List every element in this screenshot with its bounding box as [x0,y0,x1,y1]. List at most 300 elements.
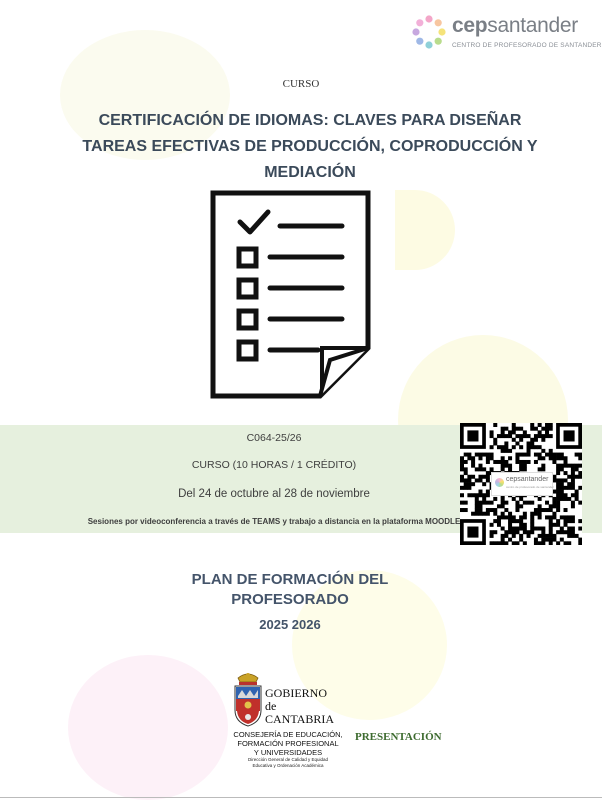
qr-module [560,467,564,471]
qr-module [497,504,501,508]
qr-module [530,519,534,523]
qr-module [515,453,519,457]
qr-module [556,530,560,534]
course-code: C064-25/26 [246,432,302,444]
qr-module [467,475,471,479]
qr-module [512,519,516,523]
qr-module [556,482,560,486]
qr-module [541,534,545,538]
qr-module [508,527,512,531]
direccion-line: Dirección General de Calidad y Equidad [247,757,329,762]
qr-module [467,456,471,460]
qr-module [501,538,505,542]
qr-module [578,519,582,523]
qr-module [467,453,471,457]
qr-module [475,493,479,497]
qr-module [460,493,464,497]
plan-title [0,570,580,610]
presentacion-link[interactable]: PRESENTACIÓN [355,731,442,743]
gobierno-name-line: CANTABRIA [265,712,335,726]
qr-module [490,434,494,438]
qr-module [493,541,497,545]
qr-module [501,434,505,438]
course-kind-label: CURSO [282,78,320,90]
logo-dot [412,28,419,35]
qr-module [556,504,560,508]
qr-module [567,475,571,479]
qr-module [504,445,508,449]
qr-module [556,523,560,527]
qr-module [575,464,579,468]
qr-module [523,453,527,457]
qr-module [538,541,542,545]
qr-module [475,467,479,471]
qr-module [578,456,582,460]
qr-module [493,441,497,445]
page-divider [0,797,602,798]
qr-module [504,515,508,519]
qr-module [504,508,508,512]
qr-module [471,482,475,486]
qr-module [519,464,523,468]
qr-module [493,497,497,501]
qr-module [467,486,471,490]
qr-module [541,449,545,453]
qr-module [512,527,516,531]
qr-module [504,441,508,445]
checklist-document-icon [210,190,372,400]
consejeria-line: CONSEJERÍA DE EDUCACIÓN, [233,730,343,739]
qr-module [564,478,568,482]
qr-module [478,453,482,457]
qr-module [508,515,512,519]
qr-module [527,441,531,445]
qr-module [482,453,486,457]
qr-module [523,464,527,468]
qr-module [564,471,568,475]
qr-module [560,482,564,486]
qr-module [519,438,523,442]
qr-module [497,445,501,449]
qr-module [534,541,538,545]
qr-module [530,427,534,431]
qr-module [534,427,538,431]
gobierno-name-line: de [265,699,277,713]
qr-module [567,534,571,538]
qr-module [478,504,482,508]
qr-module [545,508,549,512]
qr-module [519,534,523,538]
decorative-blob [68,655,228,800]
qr-module [530,530,534,534]
qr-module [523,530,527,534]
qr-module [512,534,516,538]
qr-module [534,438,538,442]
qr-module [490,430,494,434]
qr-module [567,515,571,519]
qr-module [549,534,553,538]
qr-module [475,508,479,512]
qr-module [501,430,505,434]
qr-module [564,515,568,519]
qr-module [482,493,486,497]
qr-module [541,438,545,442]
qr-module [564,508,568,512]
qr-module [497,519,501,523]
direccion-general-name [232,757,344,768]
qr-module [564,530,568,534]
qr-module [541,456,545,460]
qr-module [504,464,508,468]
consejeria-line: Y UNIVERSIDADES [253,748,323,757]
qr-module [512,445,516,449]
qr-module [519,427,523,431]
qr-module [519,523,523,527]
qr-module [564,493,568,497]
qr-module [478,512,482,516]
qr-module [515,434,519,438]
qr-module [508,512,512,516]
qr-module [575,490,579,494]
qr-module [556,541,560,545]
qr-module [549,530,553,534]
qr-module [508,538,512,542]
qr-module [564,519,568,523]
qr-module [482,497,486,501]
course-type: CURSO (10 HORAS / 1 CRÉDITO) [191,459,357,471]
qr-module [571,486,575,490]
qr-module [527,434,531,438]
qr-module [464,460,468,464]
qr-module [556,467,560,471]
qr-module [501,527,505,531]
qr-module [519,434,523,438]
qr-module [478,490,482,494]
qr-module [523,501,527,505]
qr-module [538,515,542,519]
plan-title-line: PLAN DE FORMACIÓN DEL [191,571,389,588]
qr-module [486,478,490,482]
qr-module [519,538,523,542]
qr-module [482,482,486,486]
qr-module [504,541,508,545]
logo-dot [416,38,423,45]
qr-module [541,530,545,534]
qr-module [501,501,505,505]
qr-module [538,467,542,471]
qr-module [578,501,582,505]
qr-module [482,501,486,505]
qr-module [497,541,501,545]
qr-module [460,508,464,512]
qr-module [556,497,560,501]
qr-module [482,512,486,516]
qr-module [560,453,564,457]
qr-module [471,464,475,468]
gobierno-name [265,687,334,726]
qr-module [549,453,553,457]
qr-module [538,512,542,516]
qr-module [578,464,582,468]
qr-module [538,423,542,427]
qr-module [475,512,479,516]
qr-module [464,471,468,475]
qr-module [486,501,490,505]
qr-module [564,486,568,490]
qr-module [460,467,464,471]
qr-module [501,541,505,545]
logo-dot [438,28,445,35]
qr-module [564,497,568,501]
qr-module [549,541,553,545]
qr-module [530,423,534,427]
qr-module [567,464,571,468]
qr-module [478,464,482,468]
qr-module [545,434,549,438]
qr-module [575,475,579,479]
qr-module [475,501,479,505]
qr-module [571,482,575,486]
qr-module [523,541,527,545]
qr-badge-subtext: centro de profesorado de santander [506,485,554,489]
qr-module [486,508,490,512]
qr-module [464,486,468,490]
qr-badge-text: cepsantander [506,476,549,483]
qr-module [552,460,556,464]
qr-module [475,453,479,457]
qr-module [556,464,560,468]
qr-module [567,527,571,531]
qr-module [464,501,468,505]
qr-module [571,527,575,531]
qr-logo-badge [491,472,553,496]
qr-module [501,445,505,449]
qr-module [467,493,471,497]
qr-module [523,512,527,516]
qr-module [530,501,534,505]
qr-module [556,493,560,497]
qr-finder [467,430,478,441]
qr-module [549,504,553,508]
qr-module [552,512,556,516]
qr-module [515,519,519,523]
direccion-line: Educativa y Ordenación Académica [252,762,324,768]
qr-module [467,482,471,486]
logo-dots-icon [412,12,446,52]
qr-module [560,478,564,482]
qr-module [504,534,508,538]
qr-module [471,493,475,497]
qr-module [486,456,490,460]
qr-module [564,523,568,527]
qr-module [571,504,575,508]
qr-module [567,541,571,545]
qr-module [552,523,556,527]
qr-module [560,527,564,531]
qr-module [504,501,508,505]
qr-module [556,519,560,523]
qr-module [486,453,490,457]
qr-module [515,530,519,534]
qr-module [519,497,523,501]
qr-module [538,504,542,508]
qr-module [515,441,519,445]
qr-module [545,423,549,427]
qr-code[interactable] [460,423,582,545]
qr-module [497,460,501,464]
qr-module [541,527,545,531]
qr-module [560,490,564,494]
qr-module [464,453,468,457]
qr-module [460,475,464,479]
qr-module [512,430,516,434]
qr-module [482,467,486,471]
qr-module [493,530,497,534]
qr-module [552,515,556,519]
qr-module [519,467,523,471]
qr-logo-dot-icon [495,478,504,487]
qr-module [549,508,553,512]
qr-module [545,534,549,538]
qr-module [552,534,556,538]
qr-module [530,438,534,442]
qr-module [545,453,549,457]
qr-module [549,423,553,427]
qr-module [549,519,553,523]
qr-module [552,497,556,501]
qr-module [493,423,497,427]
qr-module [578,527,582,531]
qr-module [571,519,575,523]
qr-module [571,501,575,505]
qr-module [538,453,542,457]
qr-module [575,493,579,497]
qr-module [534,538,538,542]
qr-module [475,478,479,482]
qr-module [508,456,512,460]
qr-module [534,508,538,512]
logo-dot [425,15,432,22]
qr-module [549,449,553,453]
qr-module [534,453,538,457]
qr-module [501,534,505,538]
qr-module [523,523,527,527]
qr-module [575,497,579,501]
qr-module [493,508,497,512]
qr-module [549,523,553,527]
qr-module [508,530,512,534]
qr-module [515,456,519,460]
qr-module [556,453,560,457]
qr-module [490,456,494,460]
qr-module [556,501,560,505]
qr-module [541,508,545,512]
qr-module [501,467,505,471]
qr-module [478,475,482,479]
qr-module [512,497,516,501]
decorative-blob [395,190,455,270]
qr-module [486,475,490,479]
qr-module [545,515,549,519]
qr-module [515,541,519,545]
qr-module [534,445,538,449]
qr-module [571,493,575,497]
qr-module [534,460,538,464]
qr-module [490,534,494,538]
qr-module [530,441,534,445]
qr-module [508,523,512,527]
course-dates: Del 24 de octubre al 28 de noviembre [178,488,370,500]
qr-module [541,541,545,545]
qr-module [501,427,505,431]
qr-module [571,478,575,482]
qr-module [504,434,508,438]
qr-module [578,538,582,542]
qr-module [556,471,560,475]
qr-module [490,508,494,512]
qr-module [523,527,527,531]
qr-module [501,497,505,501]
qr-module [556,508,560,512]
consejeria-line: FORMACIÓN PROFESIONAL [237,739,339,748]
qr-module [460,464,464,468]
qr-module [545,430,549,434]
qr-module [545,538,549,542]
qr-module [523,460,527,464]
qr-module [460,478,464,482]
qr-module [530,527,534,531]
qr-module [471,475,475,479]
qr-module [578,541,582,545]
qr-module [508,519,512,523]
qr-module [541,427,545,431]
qr-module [560,530,564,534]
qr-module [512,515,516,519]
qr-module [478,467,482,471]
qr-module [560,456,564,460]
qr-module [490,523,494,527]
qr-module [460,486,464,490]
logo-dot [425,41,432,48]
qr-module [515,504,519,508]
qr-module [523,430,527,434]
qr-module [552,456,556,460]
qr-module [556,490,560,494]
logo-name: cepsantander [452,14,578,37]
qr-module [541,434,545,438]
qr-module [460,501,464,505]
qr-module [515,508,519,512]
qr-module [475,497,479,501]
qr-module [478,493,482,497]
qr-module [538,430,542,434]
qr-module [475,504,479,508]
qr-module [464,482,468,486]
qr-module [501,460,505,464]
qr-module [504,530,508,534]
qr-module [523,467,527,471]
qr-module [460,456,464,460]
qr-module [519,515,523,519]
qr-module [530,512,534,516]
qr-module [549,427,553,431]
qr-module [530,515,534,519]
plan-year: 2025 2026 [259,617,321,632]
qr-module [552,490,556,494]
qr-module [527,460,531,464]
qr-module [560,515,564,519]
qr-module [541,467,545,471]
